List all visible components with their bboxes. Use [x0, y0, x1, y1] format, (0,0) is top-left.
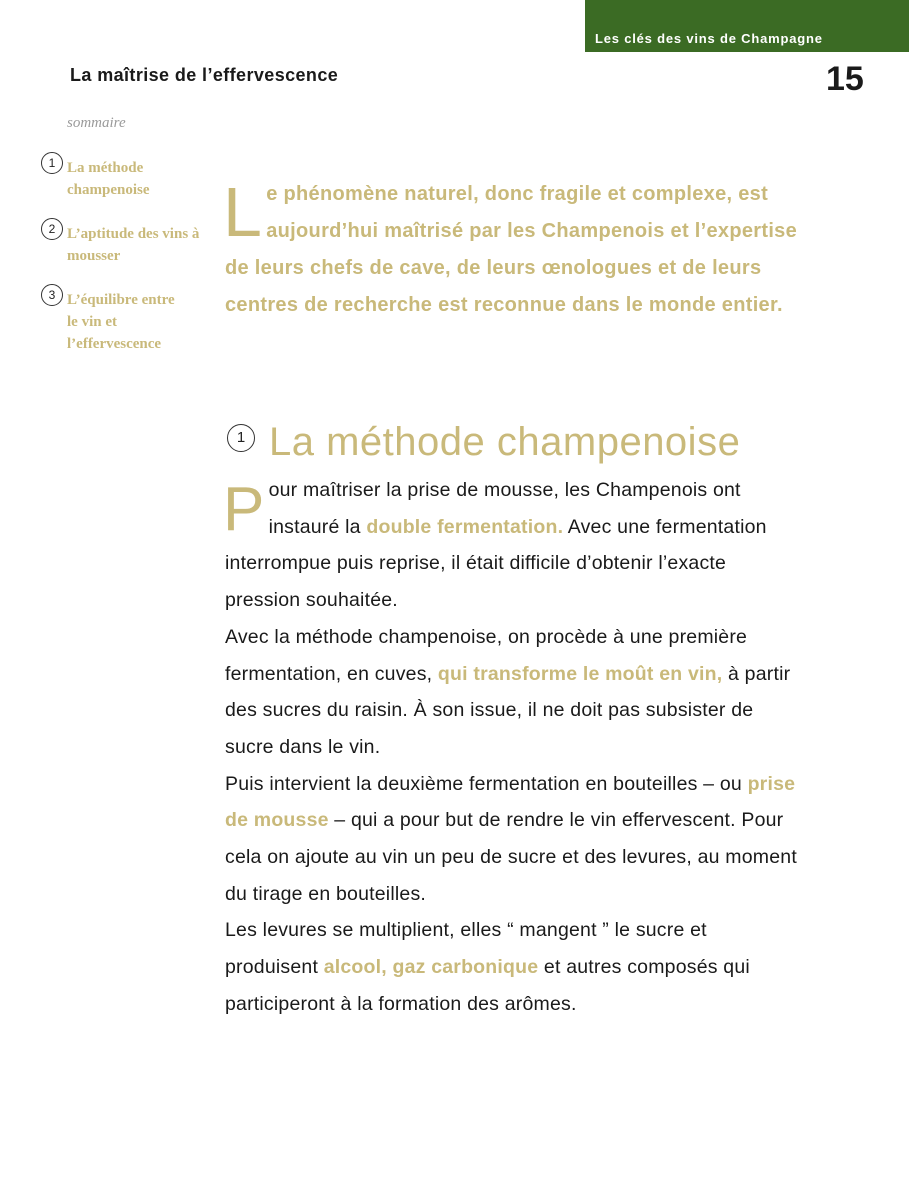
body-text: Avec la méthode champenoise, on procède à une première fermentation, en cuves, — [225, 625, 748, 685]
body-paragraph-1 — [225, 472, 800, 619]
header-banner — [585, 0, 909, 52]
toc-item-label: L’équilibre entre le vin et l’effervescence — [67, 292, 175, 352]
body-text: our maîtriser la prise de mousse, les Champenois ont instauré la — [268, 479, 741, 538]
section-title: La méthode champenoise — [269, 420, 741, 464]
body-text: Avec une fermentation interrompue puis reprise, il était difficile d’obtenir l’exacte pression souhaitée. — [225, 515, 767, 612]
highlight-text: alcool, gaz carbonique — [323, 956, 539, 979]
intro-text: e phénomène naturel, donc fragile et complexe, est aujourd’hui maîtrisé par les Champenois et l’expertise de leurs chefs de cave, de leurs œnologues et de leurs centres de recherche est reconnue dans le monde entier. — [225, 183, 798, 316]
body-paragraph-4 — [225, 912, 800, 1022]
body-paragraph-2 — [225, 619, 800, 766]
highlight-text: qui transforme le moût en vin, — [437, 662, 723, 685]
body-text: et autres composés qui participeront à la formation des arômes. — [225, 956, 750, 1015]
toc-number-badge: 1 — [41, 152, 63, 174]
section-body — [225, 472, 800, 1023]
body-text: Puis intervient la deuxième fermentation en bouteilles – ou — [225, 772, 748, 795]
toc-item-label: L’aptitude des vins à mousser — [67, 226, 200, 264]
highlight-text: prise de mousse — [225, 772, 796, 832]
highlight-text: double fermentation. — [366, 515, 564, 538]
toc-heading: sommaire — [67, 115, 126, 131]
toc-number-badge: 3 — [41, 284, 63, 306]
toc-number-badge: 2 — [41, 218, 63, 240]
body-text: Les levures se multiplient, elles “ mangent ” le sucre et produisent — [225, 919, 707, 979]
chapter-title: La maîtrise de l’effervescence — [70, 65, 339, 85]
page-number: 15 — [826, 60, 864, 98]
section-number-badge: 1 — [227, 424, 255, 452]
toc-item-label: La méthode champenoise — [67, 160, 150, 198]
banner-text: Les clés des vins de Champagne — [595, 31, 823, 46]
intro-paragraph — [223, 173, 805, 324]
body-paragraph-3 — [225, 766, 800, 913]
body-dropcap: P — [223, 475, 265, 544]
intro-dropcap: L — [223, 173, 263, 251]
body-text: à partir des sucres du raisin. À son issue, il ne doit pas subsister de sucre dans le vin. — [225, 662, 791, 758]
body-text: – qui a pour but de rendre le vin effervescent. Pour cela on ajoute au vin un peu de sucre et des levures, au moment du tirage en bouteilles. — [225, 809, 797, 905]
